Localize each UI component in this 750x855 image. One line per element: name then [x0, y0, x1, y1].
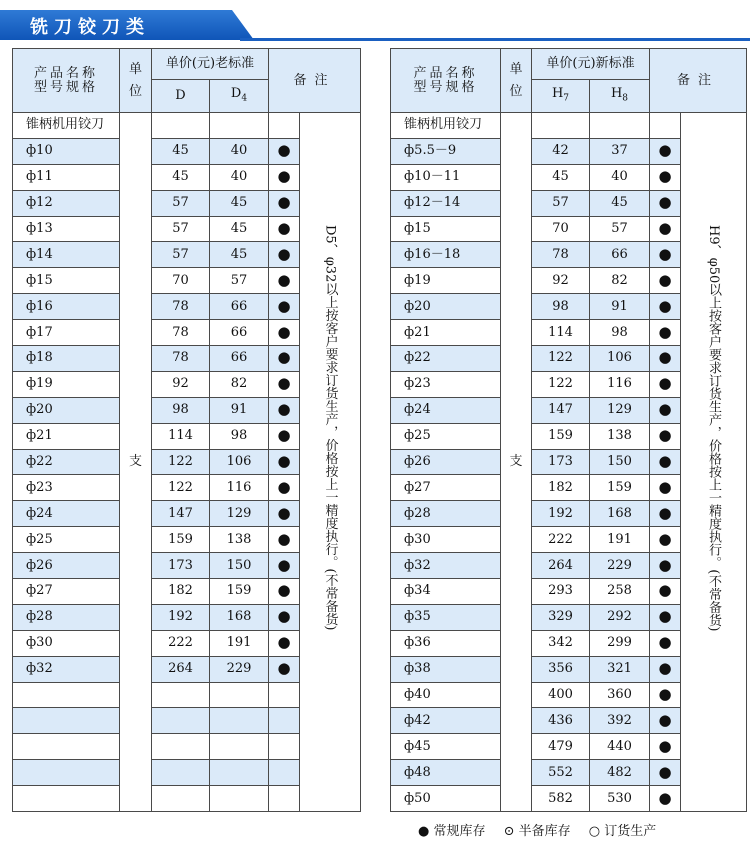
stock-mark [269, 423, 300, 449]
header-note: 备注 [650, 49, 747, 113]
spec-cell: ф10－11 [391, 164, 501, 190]
price-cell: 168 [590, 501, 650, 527]
stock-mark [650, 268, 681, 294]
stock-mark [650, 320, 681, 346]
stock-dot-icon: ● [658, 581, 672, 600]
stock-dot-icon: ● [277, 141, 291, 160]
price-cell: 45 [210, 242, 269, 268]
price-cell: 150 [590, 449, 650, 475]
header-unit: 单 位 [120, 49, 152, 113]
title-banner [0, 10, 750, 40]
stock-mark [650, 604, 681, 630]
remark-cell [681, 113, 747, 812]
header-price-new: 单价(元)新标准 [532, 49, 650, 80]
spec-cell: ф25 [391, 423, 501, 449]
stock-mark [269, 320, 300, 346]
stock-mark [269, 656, 300, 682]
price-cell: 40 [210, 164, 269, 190]
spec-cell: ф38 [391, 656, 501, 682]
price-cell: 70 [152, 268, 210, 294]
price-cell: 482 [590, 760, 650, 786]
stock-dot-icon: ● [277, 322, 291, 341]
price-cell: 264 [152, 656, 210, 682]
price-cell: 129 [210, 501, 269, 527]
price-cell: 106 [590, 346, 650, 372]
stock-dot-icon: ● [658, 141, 672, 160]
price-cell: 293 [532, 579, 590, 605]
price-cell: 57 [532, 190, 590, 216]
stock-mark [650, 138, 681, 164]
empty-cell [210, 734, 269, 760]
stock-mark [650, 656, 681, 682]
stock-mark [650, 294, 681, 320]
spec-cell: ф23 [391, 371, 501, 397]
price-cell: 78 [152, 320, 210, 346]
price-cell: 192 [152, 604, 210, 630]
stock-dot-icon: ● [658, 710, 672, 729]
stock-dot-icon: ● [277, 477, 291, 496]
stock-mark [650, 708, 681, 734]
stock-mark [269, 138, 300, 164]
price-cell: 182 [152, 579, 210, 605]
price-cell: 147 [152, 501, 210, 527]
stock-dot-icon: ● [658, 736, 672, 755]
header-note: 备注 [269, 49, 361, 113]
price-cell: 92 [152, 371, 210, 397]
spec-cell: ф36 [391, 630, 501, 656]
price-cell: 116 [590, 371, 650, 397]
empty-cell [532, 113, 590, 139]
spec-cell: ф34 [391, 579, 501, 605]
spec-cell: ф23 [13, 475, 120, 501]
price-cell: 479 [532, 734, 590, 760]
category-row [391, 113, 747, 139]
stock-dot-icon: ● [658, 244, 672, 263]
empty-cell [13, 708, 120, 734]
stock-dot-icon: ● [277, 374, 291, 393]
stock-dot-icon: ● [277, 193, 291, 212]
title-banner-line [240, 38, 750, 41]
stock-mark [269, 268, 300, 294]
remark-text: D5、φ32以上按客户要求订货生产，价格按上一精度执行。(不常备货) [322, 225, 338, 631]
header-col-d4: $D_4$ [210, 80, 269, 113]
stock-dot-icon: ● [658, 348, 672, 367]
price-cell: 122 [532, 346, 590, 372]
stock-mark [650, 475, 681, 501]
stock-dot-icon: ● [277, 529, 291, 548]
price-cell: 222 [152, 630, 210, 656]
spec-cell: ф12－14 [391, 190, 501, 216]
stock-dot-icon: ● [277, 426, 291, 445]
empty-cell [650, 113, 681, 139]
stock-dot-icon: ● [658, 426, 672, 445]
price-cell: 66 [210, 294, 269, 320]
stock-dot-icon: ● [658, 219, 672, 237]
price-cell: 182 [532, 475, 590, 501]
stock-mark [269, 475, 300, 501]
stock-mark [650, 397, 681, 423]
stock-dot-icon: ● [277, 581, 291, 600]
price-cell: 191 [210, 630, 269, 656]
stock-mark [269, 527, 300, 553]
stock-dot-icon: ● [277, 244, 291, 263]
header-name-spec: 产品名称 型号规格 [13, 49, 120, 113]
stock-mark [650, 682, 681, 708]
empty-cell [590, 113, 650, 139]
spec-cell: ф15 [13, 268, 120, 294]
spec-cell: ф35 [391, 604, 501, 630]
empty-cell [210, 786, 269, 812]
stock-dot-icon: ● [658, 400, 672, 419]
legend-regular-stock: ● 常规库存 [418, 824, 486, 839]
price-cell: 440 [590, 734, 650, 760]
empty-cell [210, 708, 269, 734]
header-col-h8: $H_8$ [590, 80, 650, 113]
price-cell: 45 [152, 164, 210, 190]
price-cell: 168 [210, 604, 269, 630]
price-cell: 229 [590, 553, 650, 579]
price-cell: 91 [210, 397, 269, 423]
stock-dot-icon: ● [277, 296, 291, 315]
price-cell: 40 [590, 164, 650, 190]
spec-cell: ф30 [13, 630, 120, 656]
empty-cell [269, 734, 300, 760]
stock-mark [269, 501, 300, 527]
spec-cell: ф48 [391, 760, 501, 786]
price-cell: 329 [532, 604, 590, 630]
empty-cell [152, 734, 210, 760]
price-cell: 129 [590, 397, 650, 423]
stock-dot-icon: ● [658, 555, 672, 574]
stock-mark [269, 242, 300, 268]
spec-cell: ф32 [13, 656, 120, 682]
stock-dot-icon: ● [277, 167, 291, 186]
price-cell: 159 [590, 475, 650, 501]
empty-cell [269, 786, 300, 812]
price-cell: 45 [532, 164, 590, 190]
stock-mark [650, 579, 681, 605]
price-cell: 122 [152, 475, 210, 501]
price-cell: 42 [532, 138, 590, 164]
stock-mark [269, 579, 300, 605]
price-cell: 78 [532, 242, 590, 268]
price-cell: 400 [532, 682, 590, 708]
stock-dot-icon: ● [277, 270, 291, 289]
unit-cell: 支 [501, 113, 532, 812]
price-cell: 299 [590, 630, 650, 656]
price-cell: 342 [532, 630, 590, 656]
price-cell: 150 [210, 553, 269, 579]
price-cell: 530 [590, 786, 650, 812]
stock-dot-icon: ● [658, 452, 672, 471]
stock-dot-icon: ● [658, 685, 672, 704]
price-cell: 98 [210, 423, 269, 449]
stock-mark [650, 371, 681, 397]
price-cell: 66 [210, 346, 269, 372]
empty-cell [13, 682, 120, 708]
price-cell: 122 [152, 449, 210, 475]
price-cell: 98 [532, 294, 590, 320]
spec-cell: ф28 [13, 604, 120, 630]
empty-cell [210, 760, 269, 786]
spec-cell: ф11 [13, 164, 120, 190]
price-cell: 173 [532, 449, 590, 475]
header-col-h7: $H_7$ [532, 80, 590, 113]
price-cell: 45 [152, 138, 210, 164]
price-cell: 66 [590, 242, 650, 268]
stock-dot-icon: ● [277, 219, 291, 237]
stock-mark [269, 630, 300, 656]
stock-dot-icon: ● [277, 659, 291, 678]
empty-cell [13, 760, 120, 786]
empty-cell [269, 682, 300, 708]
stock-mark [269, 553, 300, 579]
price-cell: 45 [210, 216, 269, 242]
price-cell: 159 [532, 423, 590, 449]
stock-dot-icon: ● [658, 659, 672, 678]
stock-mark [650, 449, 681, 475]
price-cell: 57 [152, 216, 210, 242]
stock-mark [650, 242, 681, 268]
stock-mark [650, 423, 681, 449]
spec-cell: ф18 [13, 346, 120, 372]
empty-cell [152, 113, 210, 139]
price-cell: 37 [590, 138, 650, 164]
price-cell: 192 [532, 501, 590, 527]
header-unit: 单 位 [501, 49, 532, 113]
price-cell: 98 [590, 320, 650, 346]
stock-mark [269, 371, 300, 397]
empty-cell [13, 734, 120, 760]
stock-mark [650, 216, 681, 242]
price-cell: 436 [532, 708, 590, 734]
category-label: 锥柄机用铰刀 [391, 113, 501, 139]
price-cell: 147 [532, 397, 590, 423]
stock-mark [269, 346, 300, 372]
stock-dot-icon: ● [658, 296, 672, 315]
category-row [13, 113, 361, 139]
stock-mark [269, 604, 300, 630]
price-cell: 222 [532, 527, 590, 553]
stock-mark [269, 190, 300, 216]
price-cell: 356 [532, 656, 590, 682]
price-cell: 66 [210, 320, 269, 346]
spec-cell: ф14 [13, 242, 120, 268]
spec-cell: ф5.5－9 [391, 138, 501, 164]
spec-cell: ф27 [13, 579, 120, 605]
price-cell: 114 [152, 423, 210, 449]
stock-dot-icon: ● [277, 452, 291, 471]
stock-dot-icon: ● [277, 348, 291, 367]
spec-cell: ф40 [391, 682, 501, 708]
spec-cell: ф26 [391, 449, 501, 475]
price-cell: 360 [590, 682, 650, 708]
price-cell: 552 [532, 760, 590, 786]
stock-mark [650, 527, 681, 553]
stock-mark [650, 346, 681, 372]
spec-cell: ф26 [13, 553, 120, 579]
stock-dot-icon: ● [658, 193, 672, 212]
price-cell: 159 [152, 527, 210, 553]
empty-cell [152, 760, 210, 786]
price-cell: 138 [210, 527, 269, 553]
stock-dot-icon: ● [658, 607, 672, 626]
spec-cell: ф42 [391, 708, 501, 734]
spec-cell: ф15 [391, 216, 501, 242]
price-cell: 45 [210, 190, 269, 216]
stock-dot-icon: ● [658, 762, 672, 781]
stock-mark [650, 760, 681, 786]
stock-dot-icon: ● [277, 503, 291, 522]
spec-cell: ф21 [13, 423, 120, 449]
price-table-old-standard [12, 48, 361, 812]
price-cell: 45 [590, 190, 650, 216]
stock-mark [269, 216, 300, 242]
remark-cell [300, 113, 361, 812]
stock-mark [650, 164, 681, 190]
stock-dot-icon: ● [658, 477, 672, 496]
price-cell: 582 [532, 786, 590, 812]
stock-mark [269, 294, 300, 320]
page-title: 铣刀铰刀类 [30, 17, 150, 38]
spec-cell: ф22 [391, 346, 501, 372]
stock-dot-icon: ● [658, 788, 672, 807]
stock-mark [650, 786, 681, 812]
price-cell: 321 [590, 656, 650, 682]
price-cell: 98 [152, 397, 210, 423]
spec-cell: ф30 [391, 527, 501, 553]
price-cell: 229 [210, 656, 269, 682]
stock-mark [650, 734, 681, 760]
spec-cell: ф19 [391, 268, 501, 294]
stock-mark [650, 630, 681, 656]
spec-cell: ф13 [13, 216, 120, 242]
spec-cell: ф20 [391, 294, 501, 320]
stock-dot-icon: ● [658, 270, 672, 289]
category-label: 锥柄机用铰刀 [13, 113, 120, 139]
stock-dot-icon: ● [658, 167, 672, 186]
spec-cell: ф25 [13, 527, 120, 553]
price-cell: 78 [152, 294, 210, 320]
price-cell: 191 [590, 527, 650, 553]
stock-mark [650, 190, 681, 216]
empty-cell [269, 708, 300, 734]
spec-cell: ф17 [13, 320, 120, 346]
stock-legend [418, 820, 670, 839]
header-col-d: D [152, 80, 210, 113]
empty-cell [210, 113, 269, 139]
price-cell: 392 [590, 708, 650, 734]
price-cell: 57 [152, 190, 210, 216]
legend-order-production: ○ 订货生产 [588, 824, 657, 839]
spec-cell: ф12 [13, 190, 120, 216]
price-cell: 91 [590, 294, 650, 320]
price-cell: 159 [210, 579, 269, 605]
empty-cell [152, 786, 210, 812]
stock-dot-icon: ● [658, 529, 672, 548]
price-cell: 292 [590, 604, 650, 630]
price-cell: 57 [590, 216, 650, 242]
empty-cell [13, 786, 120, 812]
stock-dot-icon: ● [277, 607, 291, 626]
price-cell: 82 [590, 268, 650, 294]
stock-dot-icon: ● [658, 374, 672, 393]
price-cell: 264 [532, 553, 590, 579]
stock-dot-icon: ● [658, 633, 672, 652]
price-cell: 70 [532, 216, 590, 242]
header-name-spec: 产品名称 型号规格 [391, 49, 501, 113]
stock-dot-icon: ● [277, 633, 291, 652]
spec-cell: ф45 [391, 734, 501, 760]
empty-cell [152, 682, 210, 708]
price-cell: 116 [210, 475, 269, 501]
price-cell: 57 [210, 268, 269, 294]
price-cell: 122 [532, 371, 590, 397]
price-cell: 92 [532, 268, 590, 294]
price-cell: 114 [532, 320, 590, 346]
price-cell: 82 [210, 371, 269, 397]
stock-mark [650, 501, 681, 527]
spec-cell: ф22 [13, 449, 120, 475]
stock-mark [269, 397, 300, 423]
price-cell: 40 [210, 138, 269, 164]
price-cell: 57 [152, 242, 210, 268]
spec-cell: ф16－18 [391, 242, 501, 268]
spec-cell: ф16 [13, 294, 120, 320]
spec-cell: ф50 [391, 786, 501, 812]
spec-cell: ф28 [391, 501, 501, 527]
stock-mark [269, 164, 300, 190]
stock-dot-icon: ● [658, 322, 672, 341]
spec-cell: ф19 [13, 371, 120, 397]
header-price-old: 单价(元)老标准 [152, 49, 269, 80]
empty-cell [210, 682, 269, 708]
stock-mark [650, 553, 681, 579]
empty-cell [269, 113, 300, 139]
price-cell: 106 [210, 449, 269, 475]
price-cell: 138 [590, 423, 650, 449]
spec-cell: ф24 [391, 397, 501, 423]
spec-cell: ф24 [13, 501, 120, 527]
price-cell: 78 [152, 346, 210, 372]
spec-cell: ф20 [13, 397, 120, 423]
spec-cell: ф10 [13, 138, 120, 164]
unit-cell: 支 [120, 113, 152, 812]
spec-cell: ф27 [391, 475, 501, 501]
stock-mark [269, 449, 300, 475]
legend-semi-stock: ⊙ 半备库存 [503, 824, 571, 839]
stock-dot-icon: ● [277, 555, 291, 574]
price-cell: 258 [590, 579, 650, 605]
empty-cell [152, 708, 210, 734]
remark-text: H9、φ50以上按客户要求订货生产，价格按上一精度执行。(不常备货) [706, 225, 721, 632]
price-table-new-standard [390, 48, 747, 812]
spec-cell: ф21 [391, 320, 501, 346]
empty-cell [269, 760, 300, 786]
stock-dot-icon: ● [277, 400, 291, 419]
price-cell: 173 [152, 553, 210, 579]
spec-cell: ф32 [391, 553, 501, 579]
stock-dot-icon: ● [658, 503, 672, 522]
